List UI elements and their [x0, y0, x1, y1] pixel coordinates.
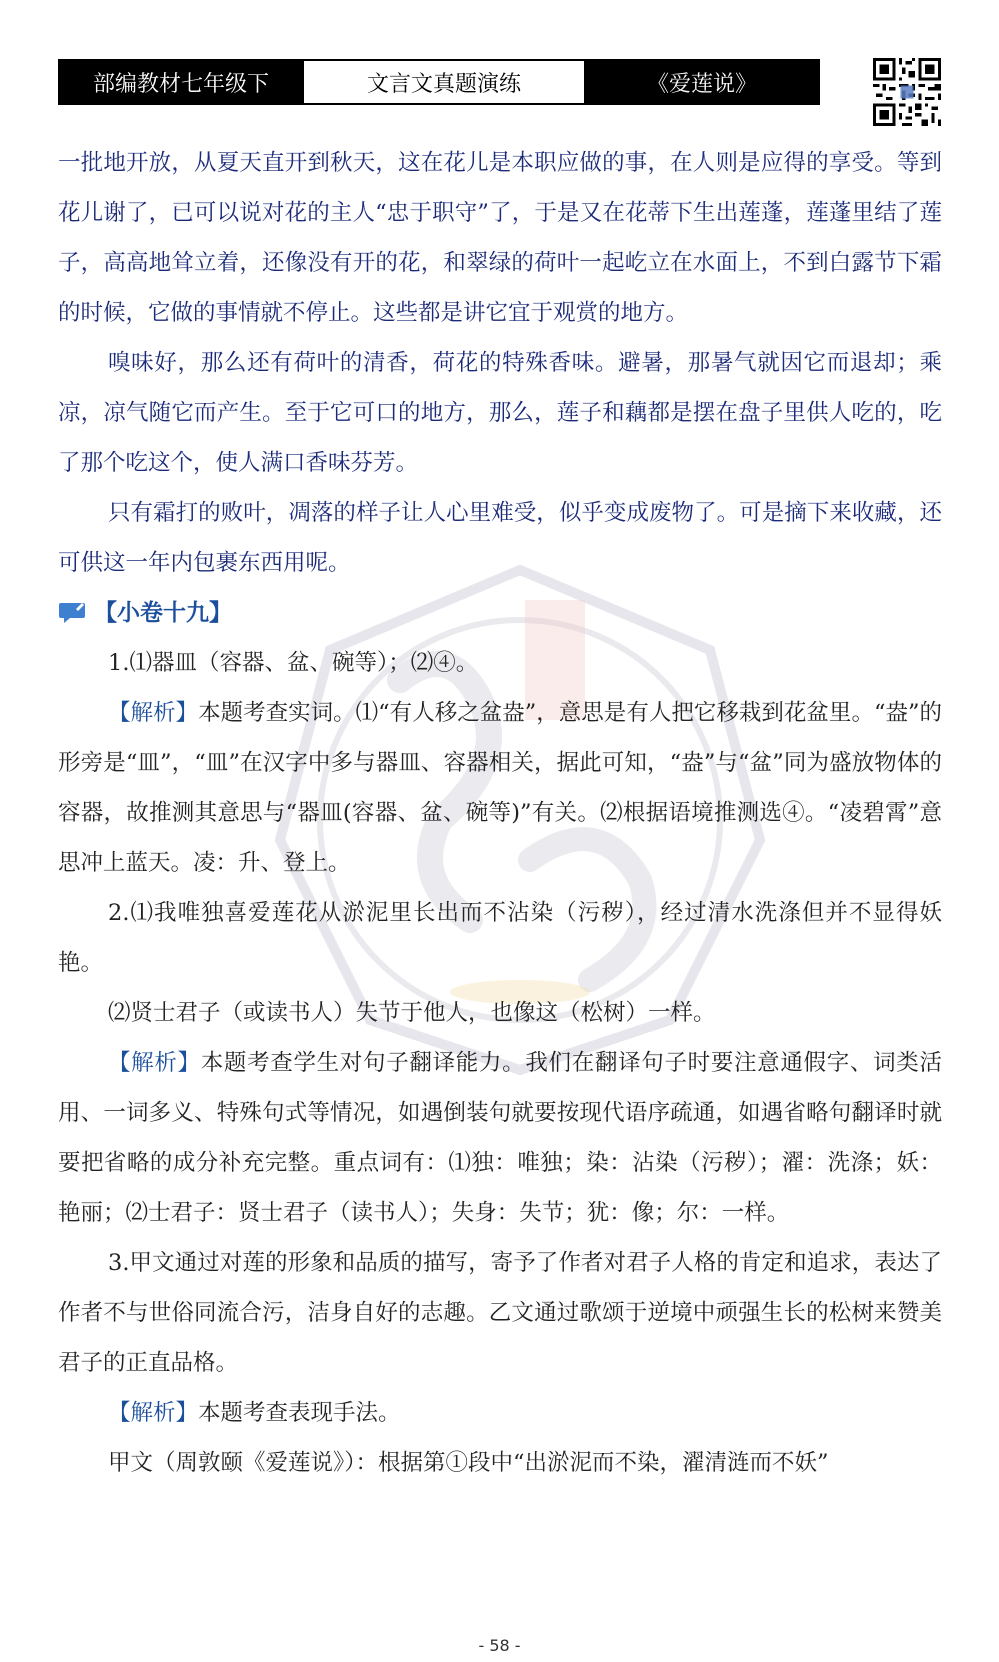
analysis-tag: 【解析】 [108, 1050, 201, 1076]
page-header [58, 59, 820, 105]
body-paragraph: 一批地开放，从夏天直开到秋天，这在花儿是本职应做的事，在人则是应得的享受。等到花儿谢了，已可以说对花的主人“忠于职守”了，于是又在花蒂下生出莲蓬，莲蓬里结了莲子，高高地耸立着，还像没有开的花，和翠绿的荷叶一起屹立在水面上，不到白露节下霜的时候，它做的事情就不停止。这些都是讲它宜于观赏的地方。 [58, 150, 942, 326]
header-lesson: 《爱莲说》 [586, 61, 818, 103]
qr-code-icon [873, 58, 941, 126]
speech-bubble-icon [58, 601, 86, 625]
page-content [58, 138, 942, 1488]
analysis-3 [58, 1388, 942, 1438]
answer-2a: 2.⑴我唯独喜爱莲花从淤泥里长出而不沾染（污秽），经过清水洗涤但并不显得妖艳。 [58, 900, 942, 976]
answer-2b: ⑵贤士君子（或读书人）失节于他人，也像这（松树）一样。 [108, 1000, 716, 1026]
analysis-1 [58, 688, 942, 888]
analysis-text: 本题考查表现手法。 [198, 1400, 401, 1426]
section-title-text: 【小卷十九】 [94, 599, 232, 626]
answer-1: 1.⑴器皿（容器、盆、碗等）；⑵④。 [108, 650, 479, 676]
analysis-text: 本题考查实词。⑴“有人移之盆盎”，意思是有人把它移栽到花盆里。“盎”的形旁是“皿”，“皿”在汉字中多与器皿、容器相关，据此可知，“盎”与“盆”同为盛放物体的容器，故推测其意思与“器皿(容器、盆、碗等)”有关。⑵根据语境推测选④。“凌碧霄”意思冲上蓝天。凌：升、登上。 [58, 700, 942, 876]
answer-3: 3.甲文通过对莲的形象和品质的描写，寄予了作者对君子人格的肯定和追求，表达了作者不与世俗同流合污，洁身自好的志趣。乙文通过歌颂于逆境中顽强生长的松树来赞美君子的正直品格。 [58, 1250, 942, 1376]
header-grade: 部编教材七年级下 [60, 61, 302, 103]
body-paragraph: 只有霜打的败叶，凋落的样子让人心里难受，似乎变成废物了。可是摘下来收藏，还可供这一年内包裹东西用呢。 [58, 500, 942, 576]
analysis-text: 本题考查学生对句子翻译能力。我们在翻译句子时要注意通假字、词类活用、一词多义、特殊句式等情况，如遇倒装句就要按现代语序疏通，如遇省略句翻译时就要把省略的成分补充完整。重点词有：⑴独：唯独；染：沾染（污秽）；濯：洗涤；妖：艳丽；⑵士君子：贤士君子（读书人）；失身：失节；犹：像；尔：一样。 [58, 1050, 942, 1226]
analysis-2 [58, 1038, 942, 1238]
analysis-tag: 【解析】 [108, 700, 199, 726]
section-title [58, 588, 942, 638]
header-topic: 文言文真题演练 [302, 61, 586, 103]
analysis-tag: 【解析】 [108, 1400, 199, 1426]
body-paragraph: 嗅味好，那么还有荷叶的清香，荷花的特殊香味。避暑，那暑气就因它而退却；乘凉，凉气随它而产生。至于它可口的地方，那么，莲子和藕都是摆在盘子里供人吃的，吃了那个吃这个，使人满口香味芬芳。 [58, 350, 942, 476]
answer-3b: 甲文（周敦颐《爱莲说》）：根据第①段中“出淤泥而不染，濯清涟而不妖” [108, 1450, 829, 1476]
page-number: - 58 - [478, 1636, 521, 1655]
